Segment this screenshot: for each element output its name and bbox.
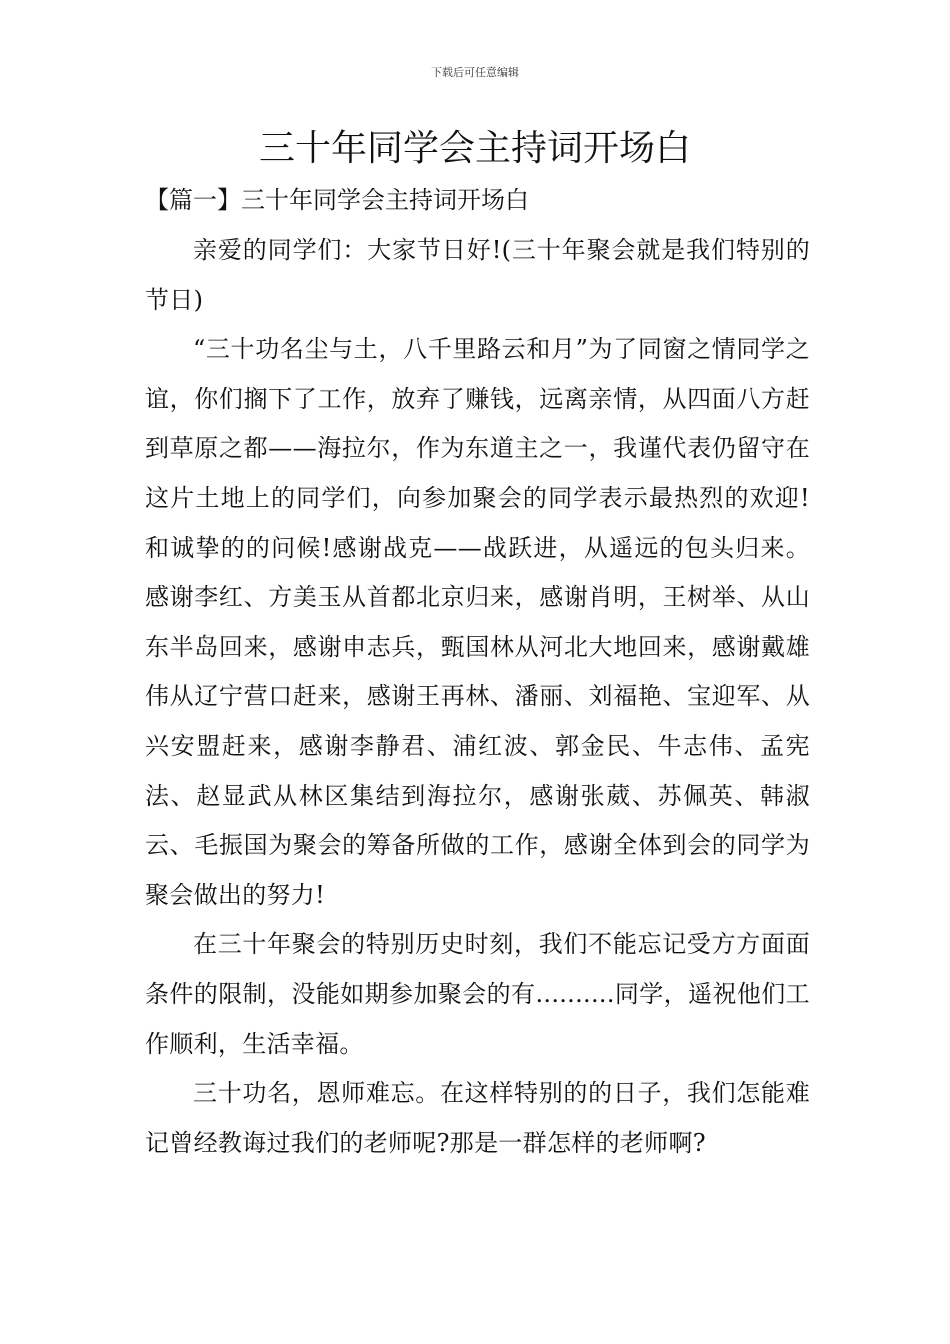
body-text — [145, 226, 810, 1168]
document-title: 三十年同学会主持词开场白 — [258, 128, 691, 169]
paragraph-absent: 在三十年聚会的特别历史时刻，我们不能忘记受方方面面条件的限制，没能如期参加聚会的有..........同学，遥祝他们工作顺利，生活幸福。 — [145, 930, 810, 1058]
paragraph-welcome: “三十功名尘与土，八千里路云和月”为了同窗之情同学之谊，你们搁下了工作，放弃了赚钱，远离亲情，从四面八方赶到草原之都——海拉尔，作为东道主之一，我谨代表仍留守在这片土地上的同学们，向参加聚会的同学表示最热烈的欢迎!和诚挚的的问候!感谢战克——战跃进，从遥远的包头归来。感谢李红、方美玉从首都北京归来，感谢肖明，王树举、从山东半岛回来，感谢申志兵，甄国林从河北大地回来，感谢戴雄伟从辽宁营口赶来，感谢王再林、潘丽、刘福艳、宝迎军、从兴安盟赶来，感谢李静君、浦红波、郭金民、牛志伟、孟宪法、赵显武从林区集结到海拉尔，感谢张葳、苏佩英、韩淑云、毛振国为聚会的筹备所做的工作，感谢全体到会的同学为聚会做出的努力! — [145, 335, 810, 909]
section-heading: 【篇一】三十年同学会主持词开场白 — [145, 186, 529, 214]
header-note: 下载后可任意编辑 — [431, 66, 519, 79]
paragraph-greeting: 亲爱的同学们：大家节日好!(三十年聚会就是我们特别的节日) — [145, 236, 810, 314]
paragraph-teachers: 三十功名，恩师难忘。在这样特别的的日子，我们怎能难记曾经教诲过我们的老师呢?那是一群怎样的老师啊? — [145, 1079, 810, 1157]
